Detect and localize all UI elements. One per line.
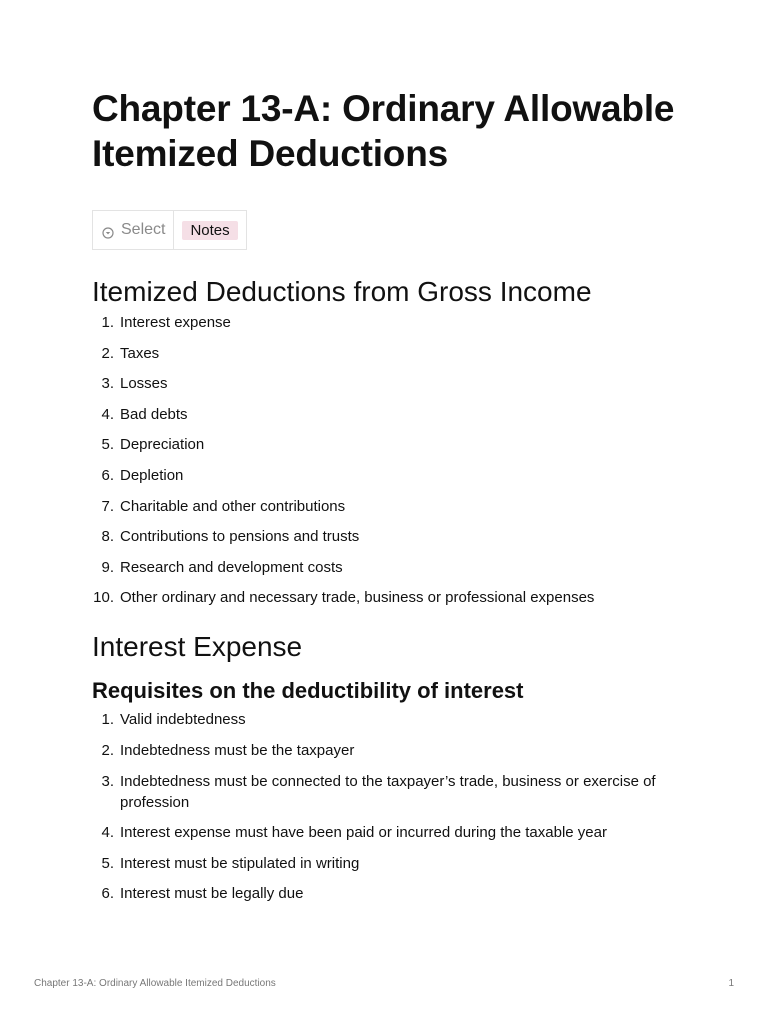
list-number: 3. xyxy=(101,772,114,790)
list-item xyxy=(92,496,692,517)
list-number: 10. xyxy=(93,589,114,607)
list-item-text: Depreciation xyxy=(120,436,205,454)
notes-tag: Notes xyxy=(182,221,237,240)
list-item-text: Interest must be legally due xyxy=(120,885,304,903)
list-item-text: Taxes xyxy=(120,344,160,362)
list-number: 1. xyxy=(101,711,114,729)
list-item-text: Interest expense xyxy=(120,314,231,331)
list-item-text: Interest must be stipulated in writing xyxy=(120,854,360,872)
list-number: 4. xyxy=(101,824,114,842)
list-item-text: Valid indebtedness xyxy=(120,711,246,729)
section-heading-interest-expense: Interest Expense xyxy=(92,631,303,663)
list-item-text: Indebtedness must be the taxpayer xyxy=(120,741,355,759)
list-item xyxy=(92,557,692,578)
list-item xyxy=(92,312,692,333)
subheading-requisites: Requisites on the deductibility of interest xyxy=(92,678,524,704)
list-number: 7. xyxy=(101,497,114,515)
property-name[interactable] xyxy=(93,211,174,249)
list-number: 5. xyxy=(101,436,114,454)
page-footer xyxy=(34,978,734,989)
list-item-text: Depletion xyxy=(120,466,184,484)
list-number: 9. xyxy=(101,558,114,576)
list-item-text: Interest expense must have been paid or incurred during the taxable year xyxy=(120,824,607,842)
requisites-list xyxy=(92,709,692,904)
list-number: 2. xyxy=(101,741,114,759)
list-item xyxy=(92,709,692,730)
section-heading-itemized-deductions: Itemized Deductions from Gross Income xyxy=(92,276,592,307)
list-number: 6. xyxy=(101,885,114,903)
list-item-text: Indebtedness must be connected to the taxpayer’s trade, business or exercise of profession xyxy=(120,772,656,811)
list-item-text: Research and development costs xyxy=(120,558,343,576)
list-item xyxy=(92,883,692,904)
list-item xyxy=(92,373,692,394)
list-number: 4. xyxy=(101,405,114,423)
list-number: 3. xyxy=(101,375,114,393)
list-number: 1. xyxy=(101,314,114,331)
list-number: 8. xyxy=(101,528,114,546)
property-row xyxy=(92,210,247,250)
list-item xyxy=(92,343,692,364)
list-number: 2. xyxy=(101,344,114,362)
itemized-deductions-list xyxy=(92,312,692,608)
list-item xyxy=(92,526,692,547)
list-item-text: Charitable and other contributions xyxy=(120,497,346,515)
list-item-text: Other ordinary and necessary trade, business or professional expenses xyxy=(120,589,595,607)
list-item xyxy=(92,465,692,486)
document-page xyxy=(92,86,692,914)
list-item xyxy=(92,434,692,455)
list-item xyxy=(92,853,692,874)
circle-chevron-down-icon xyxy=(102,226,114,238)
page-title: Chapter 13-A: Ordinary Allowable Itemized Deductions xyxy=(92,88,675,174)
list-item xyxy=(92,587,692,608)
list-item xyxy=(92,822,692,843)
list-item-text: Contributions to pensions and trusts xyxy=(120,528,360,546)
list-item-text: Losses xyxy=(120,375,168,393)
list-item-text: Bad debts xyxy=(120,405,188,423)
list-item xyxy=(92,771,692,813)
list-item xyxy=(92,740,692,761)
page-number: 1 xyxy=(728,978,734,989)
list-number: 6. xyxy=(101,466,114,484)
property-value[interactable] xyxy=(174,211,245,249)
list-item xyxy=(92,404,692,425)
list-number: 5. xyxy=(101,854,114,872)
footer-title: Chapter 13-A: Ordinary Allowable Itemized Deductions xyxy=(34,978,276,989)
property-name-label: Select xyxy=(121,221,166,238)
